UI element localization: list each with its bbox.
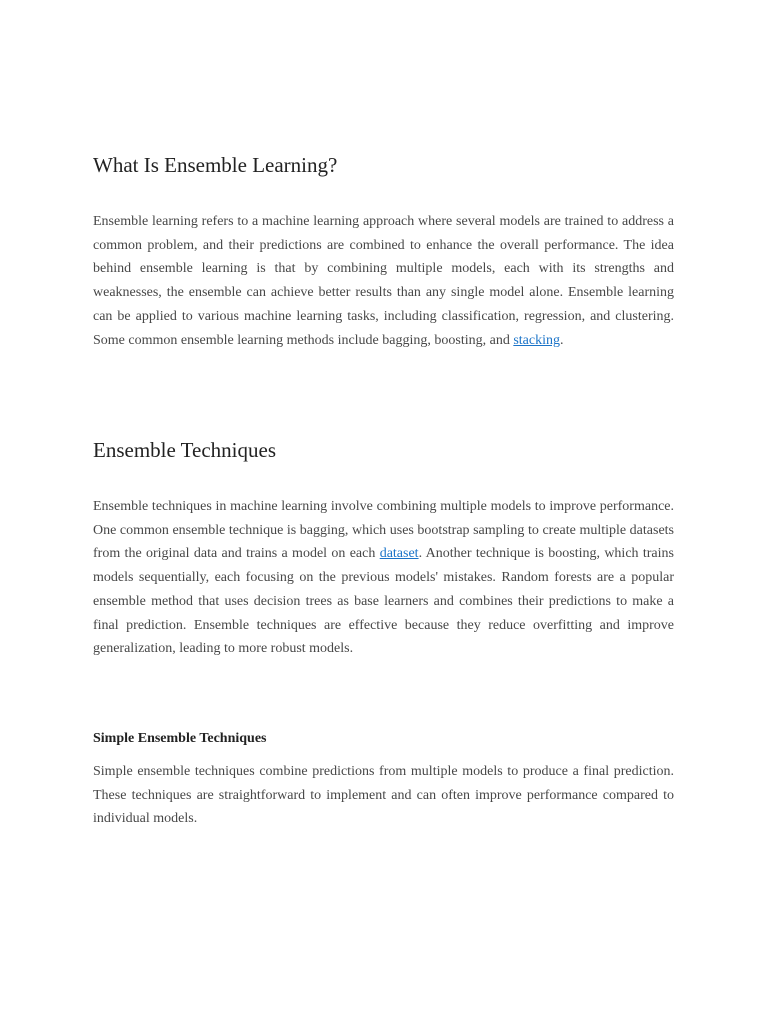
dataset-link[interactable]: dataset xyxy=(379,546,419,562)
paragraph-text: Ensemble techniques in machine learning involve combining multiple models to improve performance. One common ensemble technique is bagging, which uses bootstrap sampling to create multiple datasets from the original data and trains a model on each xyxy=(93,499,674,562)
paragraph-text-end: . Another technique is boosting, which trains models sequentially, each focusing on the previous models' mistakes. Random forests are a popular ensemble method that uses decision trees as base learners and combines their predictions to make a final prediction. Ensemble techniques are effective because they reduce overfitting and improve generalization, leading to more robust models. xyxy=(93,546,674,657)
section-paragraph-ensemble-learning xyxy=(93,210,674,352)
section-heading-ensemble-techniques: Ensemble Techniques xyxy=(93,438,277,462)
section-heading-ensemble-learning: What Is Ensemble Learning? xyxy=(93,153,338,177)
section-paragraph-ensemble-techniques xyxy=(93,495,674,661)
section-heading-simple-ensemble-techniques: Simple Ensemble Techniques xyxy=(93,731,267,746)
stacking-link[interactable]: stacking xyxy=(513,332,560,348)
paragraph-text-end: . xyxy=(559,332,564,348)
paragraph-text: Ensemble learning refers to a machine learning approach where several models are trained to address a common problem, and their predictions are combined to enhance the overall performance. The idea behind ensemble learning is that by combining multiple models, each with its strengths and weaknesses, the ensemble can achieve better results than any single model alone. Ensemble learning can be applied to various machine learning tasks, including classification, regression, and clustering. Some common ensemble learning methods include bagging, boosting, and xyxy=(93,214,674,348)
section-paragraph-simple-ensemble-techniques: Simple ensemble techniques combine predictions from multiple models to produce a final prediction. These techniques are straightforward to implement and can often improve performance compared to individual models. xyxy=(93,764,674,827)
